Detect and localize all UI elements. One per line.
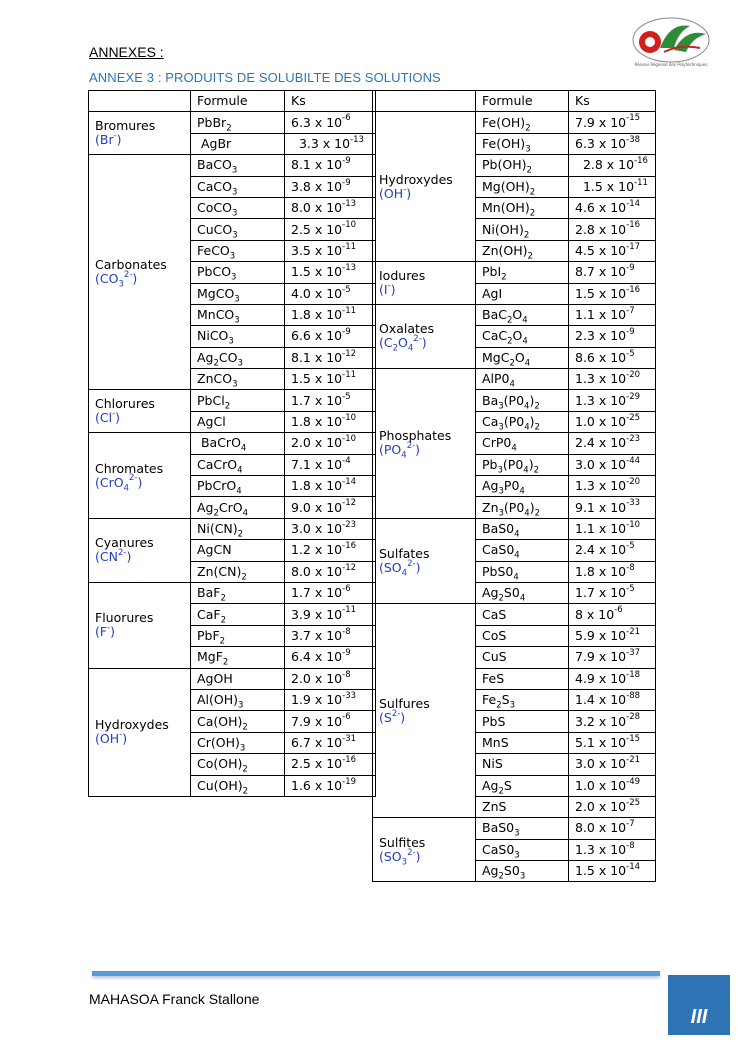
group-ion: (I-) [379, 280, 396, 298]
formula-cell: $Zn_3(P0_4)_2$ [476, 497, 569, 518]
ks-cell: 6.3 x $10^{-38}$ [569, 133, 656, 154]
formula-cell: AgI [476, 283, 569, 304]
svg-text:Réseau Régional des Polytechni: Réseau Régional des Polytechniques [634, 62, 708, 67]
ks-cell: 8.1 x $10^{-9}$ [285, 155, 376, 176]
ks-cell: 8.7 x $10^{-9}$ [569, 262, 656, 283]
formula-cell: $Mg(OH)_2$ [476, 176, 569, 197]
ks-cell: 1.0 x $10^{-25}$ [569, 411, 656, 432]
group-name: Hydroxydes [95, 717, 169, 733]
ks-cell: 1.5 x $10^{-13}$ [285, 262, 376, 283]
formula-cell: $Co(OH)_2$ [191, 754, 285, 775]
group-cell [373, 369, 476, 519]
solubility-table-right [372, 90, 656, 882]
ks-cell: 1.1 x $10^{-7}$ [569, 304, 656, 325]
formula-cell: PbCrO$_4$ [191, 476, 285, 497]
group-name: Fluorures [95, 610, 154, 626]
group-ion: $(C_2O_4^{2-})$ [379, 334, 427, 354]
group-name: Sulfures [379, 695, 430, 711]
group-cell [89, 668, 191, 796]
ks-cell: 2.5 x $10^{-16}$ [285, 754, 376, 775]
ks-cell: 6.7 x $10^{-31}$ [285, 732, 376, 753]
formula-cell: $Ba_3(P0_4)_2$ [476, 390, 569, 411]
header-ks: Ks [569, 91, 656, 112]
footer-divider [92, 971, 660, 976]
table-header-row [89, 91, 376, 112]
ks-cell: 2.0 x $10^{-10}$ [285, 433, 376, 454]
formula-cell: $Ca_3(P0_4)_2$ [476, 411, 569, 432]
group-cell [89, 390, 191, 433]
group-cell [373, 112, 476, 262]
ks-cell: 2.0 x $10^{-25}$ [569, 796, 656, 817]
institution-logo [630, 14, 712, 70]
ks-cell: 1.5 x $10^{-11}$ [285, 369, 376, 390]
formula-cell: $Pb_3(P0_4)_2$ [476, 454, 569, 475]
ks-cell: 3.0 x $10^{-23}$ [285, 518, 376, 539]
formula-cell: CoCO$_3$ [191, 197, 285, 218]
group-cell [89, 518, 191, 582]
formula-cell: FeS [476, 668, 569, 689]
ks-cell: 8.0 x $10^{-12}$ [285, 561, 376, 582]
formula-cell: $Ag_2S$ [476, 775, 569, 796]
formula-cell: $Ni(CN)_2$ [191, 518, 285, 539]
table-row [89, 582, 376, 603]
formula-cell: $Ag_2S0_4$ [476, 582, 569, 603]
ks-cell: 1.2 x $10^{-16}$ [285, 540, 376, 561]
formula-cell: $CaC_2O_4$ [476, 326, 569, 347]
group-name: Chlorures [95, 396, 155, 412]
group-name: Sulfates [379, 546, 430, 562]
ks-cell: 1.7 x $10^{-5}$ [569, 582, 656, 603]
ks-cell: 7.1 x $10^{-4}$ [285, 454, 376, 475]
ks-cell: 3.3 x $10^{-13}$ [285, 133, 376, 154]
group-ion: (F-) [95, 623, 116, 640]
formula-cell: $AlP0_4$ [476, 369, 569, 390]
ks-cell: 3.5 x $10^{-11}$ [285, 240, 376, 261]
formula-cell: AgBr [191, 133, 285, 154]
formula-cell: CaCO$_3$ [191, 176, 285, 197]
formula-cell: $CrP0_4$ [476, 433, 569, 454]
ks-cell: 1.0 x $10^{-49}$ [569, 775, 656, 796]
ks-cell: 7.9 x $10^{-6}$ [285, 711, 376, 732]
ks-cell: 6.6 x $10^{-9}$ [285, 326, 376, 347]
table-row [373, 262, 656, 283]
ks-cell: 1.1 x $10^{-10}$ [569, 518, 656, 539]
header-blank [89, 91, 191, 112]
header-formula: Formule [191, 91, 285, 112]
ks-cell: 7.9 x $10^{-15}$ [569, 112, 656, 133]
group-name: Phosphates [379, 428, 452, 444]
formula-cell: $Ni(OH)_2$ [476, 219, 569, 240]
formula-cell: MgF$_2$ [191, 647, 285, 668]
footer-author: MAHASOA Franck Stallone [89, 991, 260, 1007]
group-ion: $(CN^{2-})$ [95, 548, 132, 565]
ks-cell: 7.9 x $10^{-37}$ [569, 647, 656, 668]
ks-cell: 1.4 x $10^{-88}$ [569, 689, 656, 710]
formula-cell: $BaC_2O_4$ [476, 304, 569, 325]
formula-cell: AgOH [191, 668, 285, 689]
ks-cell: 2.8 x $10^{-16}$ [569, 155, 656, 176]
group-name: Carbonates [95, 257, 167, 273]
ks-cell: 8.6 x $10^{-5}$ [569, 347, 656, 368]
annexes-heading: ANNEXES : [89, 44, 164, 60]
group-name: Chromates [95, 460, 164, 476]
ks-cell: 5.1 x $10^{-15}$ [569, 732, 656, 753]
ks-cell: 3.8 x $10^{-9}$ [285, 176, 376, 197]
formula-cell: PbS [476, 711, 569, 732]
group-ion: (OH-) [95, 730, 128, 747]
table-row [373, 604, 656, 625]
ks-cell: 3.9 x $10^{-11}$ [285, 604, 376, 625]
page-number-badge [668, 975, 730, 1035]
formula-cell: ZnS [476, 796, 569, 817]
ks-cell: 2.4 x $10^{-23}$ [569, 433, 656, 454]
formula-cell: NiS [476, 754, 569, 775]
formula-cell: PbCO$_3$ [191, 262, 285, 283]
formula-cell: $Ag_2S0_3$ [476, 861, 569, 882]
group-cell [373, 304, 476, 368]
group-ion: $(SO_4^{2-})$ [379, 558, 421, 579]
formula-cell: $Ag_2CrO_4$ [191, 497, 285, 518]
ks-cell: 8.0 x $10^{-13}$ [285, 197, 376, 218]
ks-cell: 4.6 x $10^{-14}$ [569, 197, 656, 218]
ks-cell: 1.3 x $10^{-8}$ [569, 839, 656, 860]
formula-cell: $Al(OH)_3$ [191, 689, 285, 710]
group-ion: (Cl-) [95, 409, 121, 426]
group-ion: $(PO_4^{2-})$ [379, 441, 421, 461]
group-name: Hydroxydes [379, 171, 453, 187]
ks-cell: 1.8 x $10^{-14}$ [285, 476, 376, 497]
formula-cell: FeCO$_3$ [191, 240, 285, 261]
table-row [373, 518, 656, 539]
formula-cell: $Cr(OH)_3$ [191, 732, 285, 753]
table-row [89, 112, 376, 133]
formula-cell: $BaS0_4$ [476, 518, 569, 539]
group-name: Bromures [95, 118, 156, 134]
ks-cell: 2.4 x $10^{-5}$ [569, 540, 656, 561]
formula-cell: BaCrO$_4$ [191, 433, 285, 454]
ks-cell: 2.0 x $10^{-8}$ [285, 668, 376, 689]
formula-cell: NiCO$_3$ [191, 326, 285, 347]
ks-cell: 1.7 x $10^{-6}$ [285, 582, 376, 603]
formula-cell: CaCrO$_4$ [191, 454, 285, 475]
ks-cell: 1.3 x $10^{-29}$ [569, 390, 656, 411]
ks-cell: 8.0 x $10^{-7}$ [569, 818, 656, 839]
ks-cell: 1.9 x $10^{-33}$ [285, 689, 376, 710]
formula-cell: $Fe_2S_3$ [476, 689, 569, 710]
ks-cell: 8 x $10^{-6}$ [569, 604, 656, 625]
ks-cell: 4.0 x $10^{-5}$ [285, 283, 376, 304]
table-row [89, 155, 376, 176]
ks-cell: 5.9 x $10^{-21}$ [569, 625, 656, 646]
group-cell [373, 518, 476, 604]
formula-cell: MnS [476, 732, 569, 753]
formula-cell: $Ca(OH)_2$ [191, 711, 285, 732]
group-cell [373, 262, 476, 305]
ks-cell: 4.9 x $10^{-18}$ [569, 668, 656, 689]
ks-cell: 9.1 x $10^{-33}$ [569, 497, 656, 518]
table-row [89, 390, 376, 411]
formula-cell: PbI$_2$ [476, 262, 569, 283]
group-cell [89, 433, 191, 519]
ks-cell: 6.4 x $10^{-9}$ [285, 647, 376, 668]
ks-cell: 1.3 x $10^{-20}$ [569, 369, 656, 390]
formula-cell: AgCN [191, 540, 285, 561]
formula-cell: BaCO$_3$ [191, 155, 285, 176]
header-blank [373, 91, 476, 112]
formula-cell: $Cu(OH)_2$ [191, 775, 285, 796]
formula-cell: PbF$_2$ [191, 625, 285, 646]
formula-cell: PbBr$_2$ [191, 112, 285, 133]
group-cell [89, 582, 191, 668]
group-name: Iodures [379, 268, 426, 284]
group-cell [89, 155, 191, 390]
group-name: Oxalates [379, 321, 435, 337]
ks-cell: 3.7 x $10^{-8}$ [285, 625, 376, 646]
ks-cell: 9.0 x $10^{-12}$ [285, 497, 376, 518]
header-formula: Formule [476, 91, 569, 112]
ks-cell: 8.1 x $10^{-12}$ [285, 347, 376, 368]
formula-cell: $Pb(OH)_2$ [476, 155, 569, 176]
formula-cell: $MgC_2O_4$ [476, 347, 569, 368]
formula-cell: $BaS0_3$ [476, 818, 569, 839]
formula-cell: $Ag_2CO_3$ [191, 347, 285, 368]
ks-cell: 1.5 x $10^{-11}$ [569, 176, 656, 197]
table-row [373, 818, 656, 839]
ks-cell: 1.5 x $10^{-14}$ [569, 861, 656, 882]
formula-cell: BaF$_2$ [191, 582, 285, 603]
formula-cell: $PbS0_4$ [476, 561, 569, 582]
ks-cell: 2.3 x $10^{-9}$ [569, 326, 656, 347]
formula-cell: AgCl [191, 411, 285, 432]
group-cell [89, 112, 191, 155]
formula-cell: $Fe(OH)_2$ [476, 112, 569, 133]
ks-cell: 1.6 x $10^{-19}$ [285, 775, 376, 796]
formula-cell: $CaS0_4$ [476, 540, 569, 561]
ks-cell: 2.8 x $10^{-16}$ [569, 219, 656, 240]
formula-cell: MgCO$_3$ [191, 283, 285, 304]
formula-cell: CuCO$_3$ [191, 219, 285, 240]
group-ion: $(SO_3^{2-})$ [379, 847, 421, 868]
ks-cell: 3.0 x $10^{-44}$ [569, 454, 656, 475]
solubility-table-left [88, 90, 376, 797]
group-cell [373, 604, 476, 818]
formula-cell: $Zn(CN)_2$ [191, 561, 285, 582]
ks-cell: 2.5 x $10^{-10}$ [285, 219, 376, 240]
ks-cell: 3.0 x $10^{-21}$ [569, 754, 656, 775]
ks-cell: 4.5 x $10^{-17}$ [569, 240, 656, 261]
table-row [89, 433, 376, 454]
formula-cell: $Zn(OH)_2$ [476, 240, 569, 261]
formula-cell: $Fe(OH)_3$ [476, 133, 569, 154]
group-cell [373, 818, 476, 882]
group-ion: $(S^{2-})$ [379, 708, 406, 725]
formula-cell: $Mn(OH)_2$ [476, 197, 569, 218]
formula-cell: $CaS0_3$ [476, 839, 569, 860]
table-row [373, 304, 656, 325]
formula-cell: PbCl$_2$ [191, 390, 285, 411]
page-number: III [690, 1006, 708, 1028]
table-row [373, 369, 656, 390]
header-ks: Ks [285, 91, 376, 112]
formula-cell: ZnCO$_3$ [191, 369, 285, 390]
group-ion: (CrO$_4^{2-}$) [95, 473, 143, 494]
ks-cell: 1.7 x $10^{-5}$ [285, 390, 376, 411]
formula-cell: CaF$_2$ [191, 604, 285, 625]
ks-cell: 1.3 x $10^{-20}$ [569, 476, 656, 497]
group-ion: $(CO_3^{2-})$ [95, 270, 138, 290]
ks-cell: 1.5 x $10^{-16}$ [569, 283, 656, 304]
ks-cell: 3.2 x $10^{-28}$ [569, 711, 656, 732]
table-row [373, 112, 656, 133]
group-ion: (Br-) [95, 131, 122, 148]
table-row [89, 518, 376, 539]
ks-cell: 1.8 x $10^{-10}$ [285, 411, 376, 432]
group-name: Sulfites [379, 834, 426, 850]
formula-cell: CaS [476, 604, 569, 625]
table-header-row [373, 91, 656, 112]
group-name: Cyanures [95, 535, 154, 551]
ks-cell: 1.8 x $10^{-8}$ [569, 561, 656, 582]
group-ion: (OH-) [379, 184, 412, 201]
formula-cell: $Ag_3P0_4$ [476, 476, 569, 497]
ks-cell: 6.3 x $10^{-6}$ [285, 112, 376, 133]
formula-cell: CoS [476, 625, 569, 646]
formula-cell: MnCO$_3$ [191, 304, 285, 325]
ks-cell: 1.8 x $10^{-11}$ [285, 304, 376, 325]
formula-cell: CuS [476, 647, 569, 668]
annex-subtitle: ANNEXE 3 : PRODUITS DE SOLUBILTE DES SOLUTIONS [89, 70, 441, 85]
table-row [89, 668, 376, 689]
